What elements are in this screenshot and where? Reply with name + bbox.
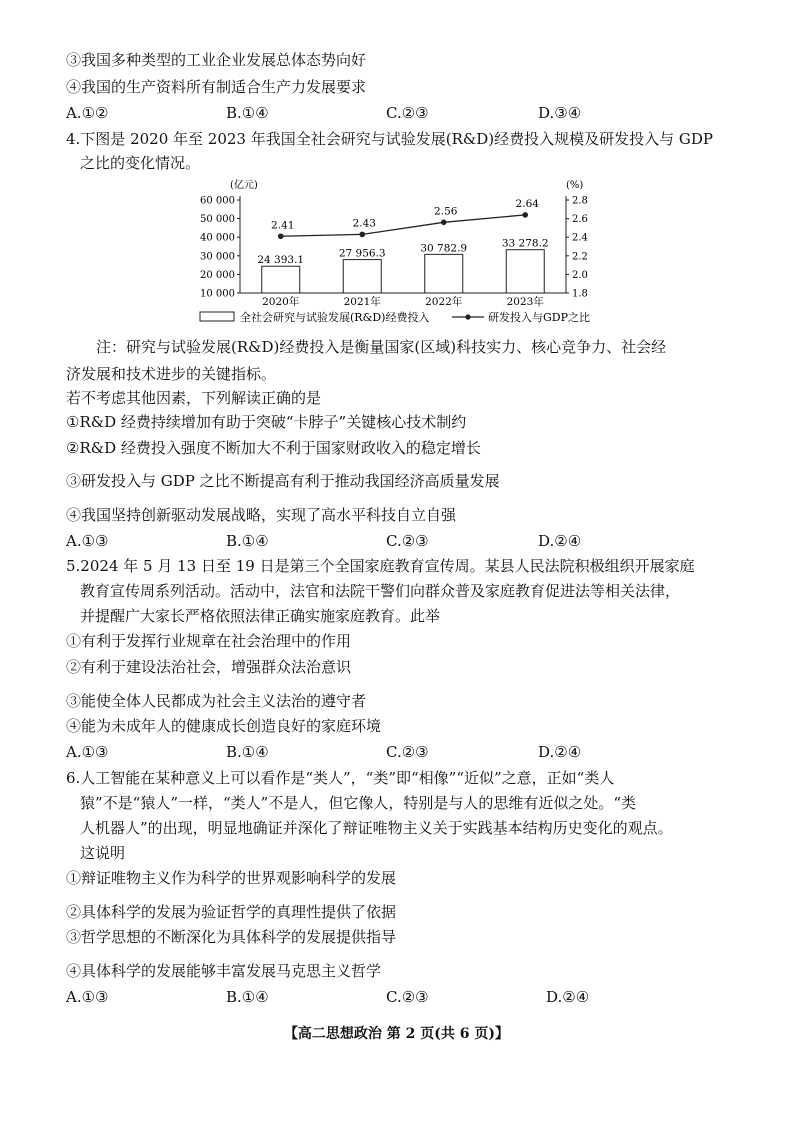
bar-value-label: 33 278.2 [501, 237, 549, 250]
q5-item-2: ②有利于建设法治社会，增强群众法治意识 [66, 658, 352, 676]
bar [425, 254, 463, 293]
legend-bar-label: 全社会研究与试验发展(R&D)经费投入 [240, 311, 430, 324]
page-footer: 【高二思想政治 第 2 页(共 6 页)】 [283, 1026, 510, 1042]
legend-bar-swatch [200, 312, 234, 321]
q4-option-a: A.①③ [66, 532, 109, 550]
q4-option-c: C.②③ [386, 532, 429, 550]
q6-item-2: ②具体科学的发展为验证哲学的真理性提供了依据 [66, 903, 397, 921]
left-tick-label: 60 000 [200, 195, 235, 207]
q6-item-4: ④具体科学的发展能够丰富发展马克思主义哲学 [66, 962, 382, 980]
q6-stem-line-4: 这说明 [80, 844, 126, 862]
x-tick-label: 2020年 [262, 296, 300, 308]
q5-item-4: ④能为未成年人的健康成长创造良好的家庭环境 [66, 717, 382, 735]
legend-line-marker [465, 314, 470, 319]
bar [343, 260, 381, 293]
left-tick-label: 30 000 [200, 251, 235, 263]
q5-options [66, 742, 746, 762]
right-tick-label: 1.8 [572, 288, 588, 300]
q5-option-b: B.①④ [226, 743, 269, 761]
ratio-point [359, 232, 365, 238]
chart-bars [257, 238, 548, 293]
ratio-value-label: 2.43 [352, 217, 376, 230]
q5-option-c: C.②③ [386, 743, 429, 761]
ratio-value-label: 2.64 [515, 197, 539, 210]
right-tick-label: 2.8 [572, 195, 588, 207]
bar-value-label: 30 782.9 [420, 242, 468, 255]
q6-option-a: A.①③ [66, 988, 109, 1006]
q5-stem-line-2: 教育宣传周系列活动。活动中，法官和法院干警们向群众普及家庭教育促进法等相关法律， [80, 582, 681, 600]
q4-option-d: D.②④ [538, 532, 582, 550]
q6-item-1: ①辩证唯物主义作为科学的世界观影响科学的发展 [66, 869, 397, 887]
q4-item-2: ②R&D 经费投入强度不断加大不利于国家财政收入的稳定增长 [66, 439, 481, 457]
q4-option-b: B.①④ [226, 532, 269, 550]
bar [262, 266, 300, 293]
bar [506, 250, 544, 293]
q3-option-d: D.③④ [538, 104, 582, 122]
rd-chart [190, 176, 610, 328]
x-tick-label: 2023年 [506, 296, 544, 308]
left-tick-label: 10 000 [200, 288, 235, 300]
q5-option-d: D.②④ [538, 743, 582, 761]
q5-option-a: A.①③ [66, 743, 109, 761]
left-axis-unit: (亿元) [230, 180, 258, 191]
q4-note-line-2: 济发展和技术进步的关键指标。 [66, 365, 277, 383]
q3-item-3: ③我国多种类型的工业企业发展总体态势向好 [66, 51, 367, 69]
chart-ratio-line [271, 198, 539, 239]
right-tick-label: 2.4 [572, 232, 588, 244]
ratio-point [441, 220, 447, 226]
ratio-line [281, 215, 526, 236]
q3-options [66, 103, 746, 123]
q6-option-d: D.②④ [546, 988, 590, 1006]
right-axis-unit: (%) [566, 180, 584, 191]
q4-question: 若不考虑其他因素，下列解读正确的是 [66, 389, 322, 407]
q3-item-4: ④我国的生产资料所有制适合生产力发展要求 [66, 78, 367, 96]
q3-option-b: B.①④ [226, 104, 269, 122]
bar-value-label: 27 956.3 [338, 247, 386, 260]
q5-stem-line-3: 并提醒广大家长严格依照法律正确实施家庭教育。此举 [80, 607, 441, 625]
x-tick-label: 2022年 [425, 296, 463, 308]
ratio-value-label: 2.41 [271, 219, 295, 232]
ratio-point [522, 212, 528, 218]
right-tick-label: 2.2 [572, 251, 588, 263]
q4-item-3: ③研发投入与 GDP 之比不断提高有利于推动我国经济高质量发展 [66, 472, 500, 490]
q6-stem-line-1: 6.人工智能在某种意义上可以看作是“类人”，“类”即“相像”“近似”之意，正如“类人 [66, 769, 615, 787]
ratio-point [278, 233, 284, 239]
q6-option-c: C.②③ [386, 988, 429, 1006]
ratio-value-label: 2.56 [434, 205, 458, 218]
q4-item-1: ①R&D 经费持续增加有助于突破“卡脖子”关键核心技术制约 [66, 413, 467, 431]
chart-x-labels [262, 295, 544, 308]
q4-item-4: ④我国坚持创新驱动发展战略，实现了高水平科技自立自强 [66, 506, 457, 524]
q6-stem-line-3: 人机器人”的出现，明显地确证并深化了辩证唯物主义关于实践基本结构历史变化的观点。 [80, 819, 673, 837]
q4-options [66, 531, 746, 551]
q5-item-3: ③能使全体人民都成为社会主义法治的遵守者 [66, 692, 367, 710]
legend-line-label: 研发投入与GDP之比 [488, 311, 591, 324]
q6-option-b: B.①④ [226, 988, 269, 1006]
right-tick-label: 2.6 [572, 214, 588, 226]
chart-legend [200, 310, 590, 324]
q4-note-line-1: 注：研究与试验发展(R&D)经费投入是衡量国家(区域)科技实力、核心竞争力、社会经 [96, 338, 667, 356]
left-tick-label: 40 000 [200, 232, 235, 244]
left-tick-label: 20 000 [200, 269, 235, 281]
q4-stem-line-1: 4.下图是 2020 年至 2023 年我国全社会研究与试验发展(R&D)经费投入规模及研发投入与 GDP [66, 130, 713, 148]
q6-stem-line-2: 猿”不是“猿人”一样，“类人”不是人，但它像人，特别是与人的思维有近似之处。“类 [80, 794, 637, 812]
q3-option-c: C.②③ [386, 104, 429, 122]
q4-stem-line-2: 之比的变化情况。 [80, 154, 201, 172]
q3-option-a: A.①② [66, 104, 109, 122]
x-tick-label: 2021年 [343, 296, 381, 308]
q5-item-1: ①有利于发挥行业规章在社会治理中的作用 [66, 632, 352, 650]
q6-options [66, 987, 746, 1007]
right-tick-label: 2.0 [572, 269, 588, 281]
q6-item-3: ③哲学思想的不断深化为具体科学的发展提供指导 [66, 928, 397, 946]
left-tick-label: 50 000 [200, 214, 235, 226]
q5-stem-line-1: 5.2024 年 5 月 13 日至 19 日是第三个全国家庭教育宣传周。某县人民法院积极组织开展家庭 [66, 557, 695, 575]
bar-value-label: 24 393.1 [257, 254, 305, 267]
